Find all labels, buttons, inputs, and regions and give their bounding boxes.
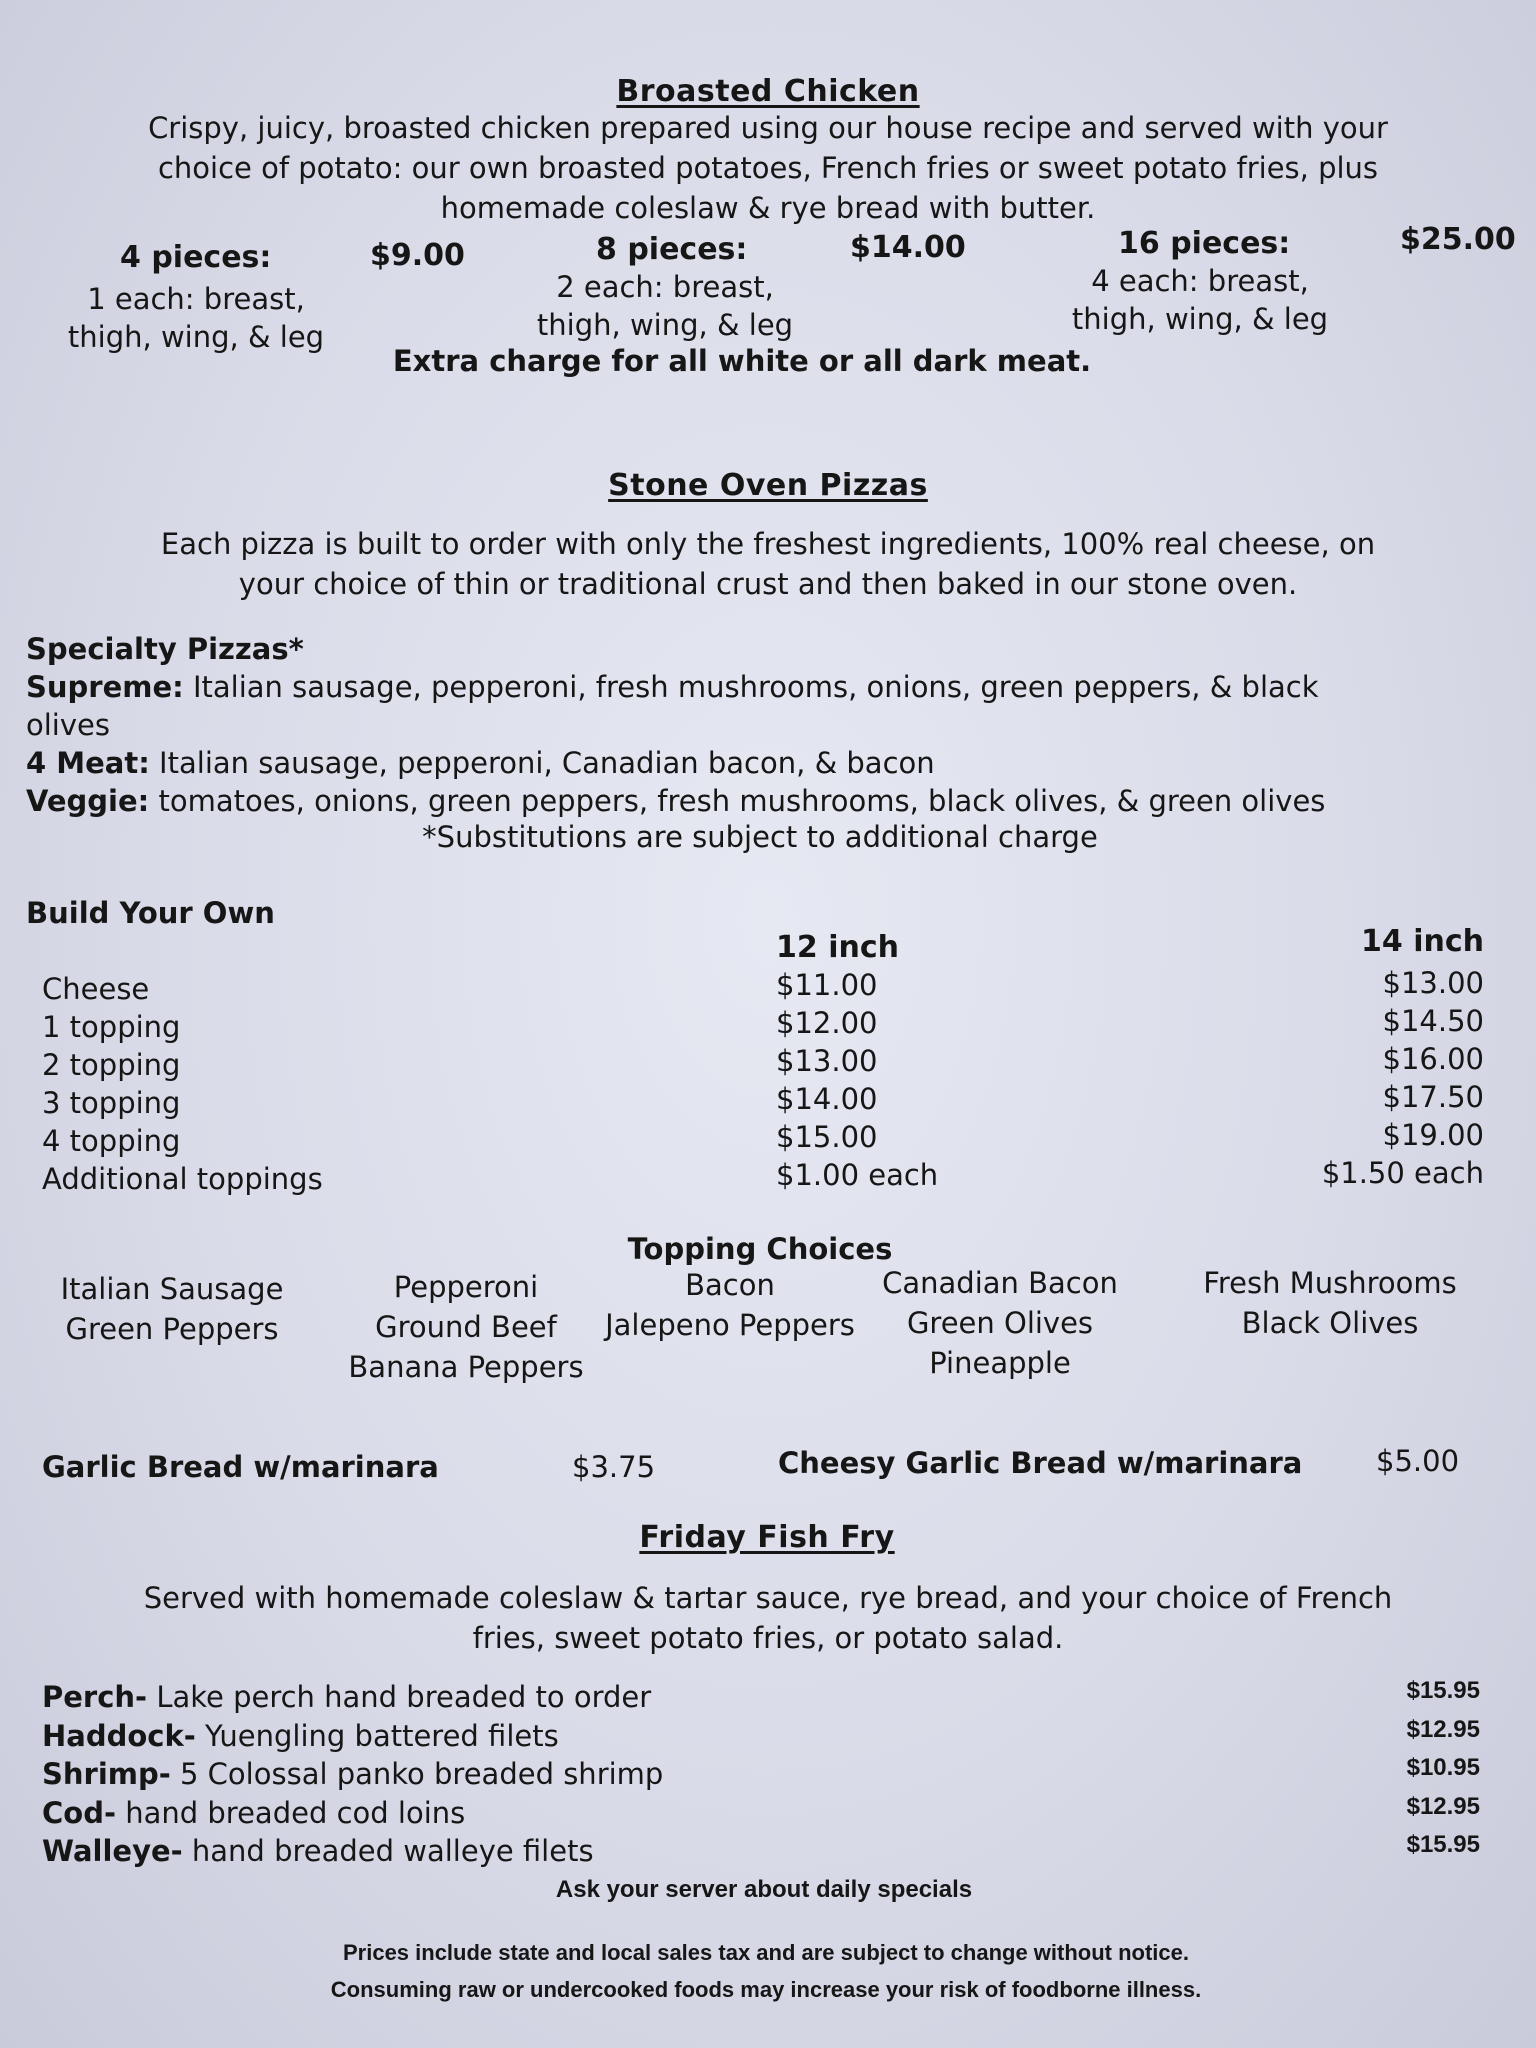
broasted-desc-line3: homemade coleslaw & rye bread with butter.: [440, 191, 1096, 225]
fish-desc-line2: fries, sweet potato fries, or potato salad.: [472, 1621, 1064, 1655]
chicken-meat-note: Extra charge for all white or all dark meat.: [392, 344, 1092, 378]
fish-item-name: Perch-: [42, 1680, 148, 1714]
fish-description: [0, 1578, 1536, 1658]
topping-choice: Pineapple: [929, 1346, 1071, 1380]
substitution-note: *Substitutions are subject to additional charge: [422, 820, 1098, 854]
topping-choice: Pepperoni: [393, 1270, 539, 1304]
byo-row-label: 1 topping: [42, 1010, 181, 1044]
specialty-supreme-desc-cont: olives: [26, 708, 110, 742]
specialty-veggie-desc: tomatoes, onions, green peppers, fresh mushrooms, black olives, & green olives: [149, 784, 1326, 818]
topping-choice: Black Olives: [1241, 1306, 1419, 1340]
pizza-description: [0, 524, 1536, 604]
broasted-desc-line2: choice of potato: our own broasted potatoes, French fries or sweet potato fries, plus: [157, 151, 1379, 185]
fish-item-desc: hand breaded walleye filets: [182, 1834, 594, 1868]
topping-choice: Ground Beef: [375, 1310, 557, 1344]
pizza-desc-line2: your choice of thin or traditional crust and then baked in our stone oven.: [238, 567, 1298, 601]
garlic-bread-price: $3.75: [572, 1450, 656, 1484]
fish-list: [42, 1678, 1480, 1871]
byo-row-price-14: $17.50: [1382, 1080, 1484, 1114]
byo-row-price-12: $14.00: [776, 1082, 878, 1116]
broasted-desc-line1: Crispy, juicy, broasted chicken prepared using our house recipe and served with your: [148, 111, 1388, 145]
topping-choice: Fresh Mushrooms: [1203, 1266, 1457, 1300]
specialty-list: [26, 668, 1325, 820]
byo-row-label: Cheese: [42, 972, 150, 1006]
byo-row-label: 2 topping: [42, 1048, 181, 1082]
fish-item: [42, 1717, 1480, 1756]
byo-size-12: 12 inch: [776, 930, 899, 965]
byo-row-label: 4 topping: [42, 1124, 181, 1158]
topping-choice: Green Peppers: [65, 1312, 279, 1346]
specialty-veggie: [26, 782, 1325, 820]
fish-item-price: $15.95: [1406, 1677, 1480, 1704]
cheesy-garlic-bread-price: $5.00: [1376, 1444, 1460, 1478]
chicken-8-label: 8 pieces:: [596, 232, 748, 267]
daily-specials-note: Ask your server about daily specials: [555, 1876, 973, 1903]
fish-item-desc: 5 Colossal panko breaded shrimp: [170, 1757, 664, 1791]
fish-item-price: $12.95: [1406, 1792, 1480, 1820]
byo-row-price-14: $14.50: [1382, 1004, 1484, 1038]
byo-row-price-14: $19.00: [1382, 1118, 1484, 1152]
byo-row-price-12: $13.00: [776, 1044, 878, 1078]
pizza-desc-line1: Each pizza is built to order with only the freshest ingredients, 100% real cheese, on: [160, 527, 1376, 561]
fish-item-price: $12.95: [1406, 1715, 1480, 1743]
chicken-8-detail: [510, 268, 820, 344]
footer-health-warning: Consuming raw or undercooked foods may increase your risk of foodborne illness.: [330, 1977, 1202, 2002]
chicken-8-detail-line2: thigh, wing, & leg: [536, 308, 794, 342]
chicken-8-price: $14.00: [850, 230, 966, 265]
topping-choice: Banana Peppers: [348, 1350, 584, 1384]
broasted-section: [0, 74, 1536, 109]
byo-size-14: 14 inch: [1361, 924, 1484, 959]
fish-heading-wrap: [0, 1520, 1535, 1555]
fish-item: [42, 1678, 1480, 1717]
specialty-4meat: [26, 744, 1325, 782]
topping-choice: Canadian Bacon: [882, 1266, 1118, 1300]
fish-desc-line1: Served with homemade coleslaw & tartar sauce, rye bread, and your choice of French: [143, 1581, 1393, 1615]
fish-item-desc: Lake perch hand breaded to order: [147, 1680, 652, 1714]
specialty-supreme-name: Supreme:: [26, 670, 184, 704]
chicken-8-detail-line1: 2 each: breast,: [556, 270, 774, 304]
pizza-title: Stone Oven Pizzas: [608, 468, 928, 503]
garlic-bread-item: Garlic Bread w/marinara: [42, 1450, 439, 1484]
specialty-veggie-name: Veggie:: [26, 784, 150, 818]
specialty-4meat-desc: Italian sausage, pepperoni, Canadian bacon, & bacon: [149, 746, 935, 780]
chicken-16-label: 16 pieces:: [1118, 226, 1291, 261]
chicken-4-detail-line2: thigh, wing, & leg: [67, 320, 325, 354]
chicken-16-detail-line1: 4 each: breast,: [1091, 264, 1309, 298]
chicken-4-label: 4 pieces:: [120, 240, 272, 275]
fish-item-name: Cod-: [42, 1795, 117, 1830]
fish-item-desc: Yuengling battered filets: [195, 1718, 559, 1753]
specialty-supreme-desc: Italian sausage, pepperoni, fresh mushrooms, onions, green peppers, & black: [183, 670, 1319, 704]
topping-choice: Bacon: [685, 1268, 775, 1302]
byo-row-price-14: $1.50 each: [1321, 1156, 1484, 1190]
fish-item: [42, 1755, 1480, 1794]
chicken-4-detail-line1: 1 each: breast,: [87, 282, 305, 316]
byo-row-price-14: $16.00: [1382, 1042, 1484, 1076]
fish-item: [42, 1832, 1480, 1871]
broasted-description: [0, 108, 1536, 228]
chicken-16-price: $25.00: [1400, 222, 1516, 257]
byo-row-price-14: $13.00: [1382, 966, 1484, 1000]
chicken-4-price: $9.00: [370, 238, 465, 273]
specialty-supreme: [26, 668, 1325, 706]
byo-row-price-12: $15.00: [776, 1120, 878, 1154]
byo-row-label: 3 topping: [42, 1086, 181, 1120]
byo-row-price-12: $11.00: [776, 968, 878, 1002]
cheesy-garlic-bread-item: Cheesy Garlic Bread w/marinara: [778, 1446, 1303, 1480]
topping-choice: Italian Sausage: [60, 1272, 284, 1306]
topping-choice: Jalepeno Peppers: [605, 1308, 855, 1342]
byo-row-price-12: $1.00 each: [776, 1158, 939, 1192]
specialty-heading: Specialty Pizzas*: [26, 632, 304, 666]
fish-item-name: Shrimp-: [42, 1757, 171, 1791]
pizza-heading-wrap: [0, 468, 1536, 503]
fish-item-desc: hand breaded cod loins: [116, 1795, 466, 1830]
byo-row-label: Additional toppings: [42, 1162, 323, 1196]
topping-choice: Green Olives: [906, 1306, 1094, 1340]
fish-item-price: $10.95: [1406, 1754, 1480, 1781]
fish-title: Friday Fish Fry: [639, 1520, 895, 1555]
footer-tax-note: Prices include state and local sales tax and are subject to change without notice.: [342, 1940, 1190, 1965]
byo-row-price-12: $12.00: [776, 1006, 878, 1040]
specialty-4meat-name: 4 Meat:: [26, 746, 150, 780]
toppings-heading: Topping Choices: [627, 1232, 893, 1266]
byo-heading: Build Your Own: [26, 896, 275, 930]
broasted-title: Broasted Chicken: [616, 74, 920, 109]
chicken-16-detail-line2: thigh, wing, & leg: [1071, 302, 1329, 336]
fish-item-name: Haddock-: [42, 1718, 196, 1753]
fish-item-name: Walleye-: [42, 1834, 183, 1868]
chicken-16-detail: [1040, 262, 1360, 338]
footer: [0, 1934, 1534, 2008]
fish-item: [42, 1794, 1480, 1833]
fish-item-price: $15.95: [1406, 1831, 1480, 1858]
